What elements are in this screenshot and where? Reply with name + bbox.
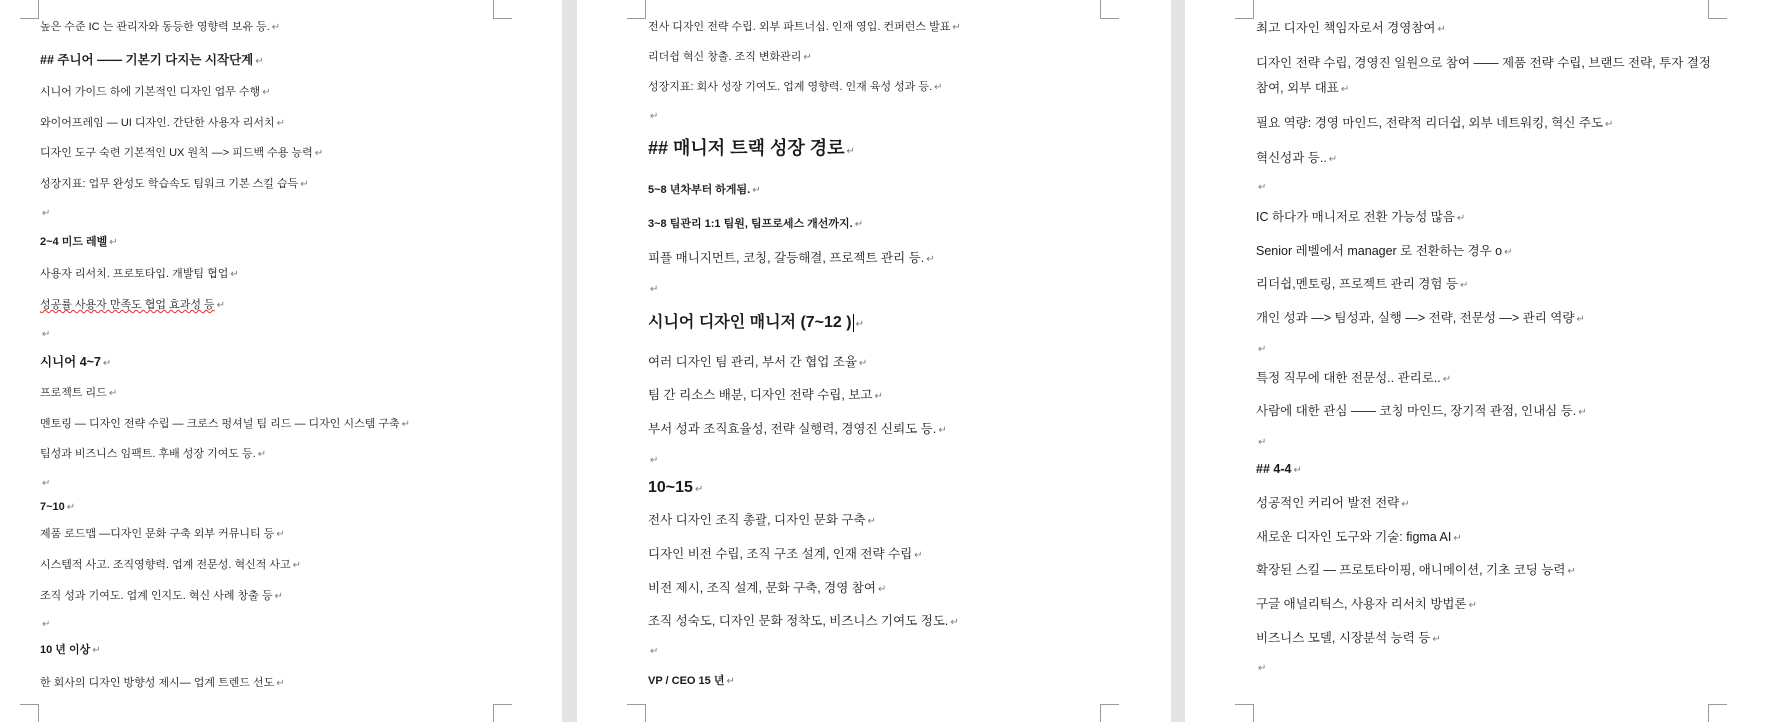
paragraph[interactable]: 리더쉽,멘토링, 프로젝트 관리 경험 등 ↵ [1256,277,1469,291]
crop-mark [493,0,512,19]
paragraph[interactable]: 팀 간 리소스 배분, 디자인 전략 수립, 보고 ↵ [648,388,883,402]
crop-mark [1100,704,1119,722]
paragraph[interactable]: 리더쉽 혁신 창출. 조직 변화관리 ↵ [648,51,812,63]
paragraph[interactable]: 혁신성과 등.. ↵ [1256,151,1338,165]
crop-mark [20,704,39,722]
paragraph[interactable]: 멘토링 — 디자인 전략 수립 — 크로스 펑셔널 팀 리드 — 디자인 시스템 구축 ↵ [40,418,411,430]
paragraph[interactable]: 비전 제시, 조직 설계, 문화 구축, 경영 참여 ↵ [648,581,887,595]
paragraph[interactable]: 개인 성과 —> 팀성과, 실행 —> 전략, 전문성 —> 관리 역량 ↵ [1256,311,1585,325]
text-cursor [853,314,854,332]
empty-paragraph[interactable]: ↵ [42,208,51,219]
heading[interactable]: 시니어 디자인 매니저 (7~12 ) ↵ [648,314,864,331]
empty-paragraph[interactable]: ↵ [1258,437,1267,448]
paragraph[interactable]: 제품 로드맵 —디자인 문화 구축 외부 커뮤니티 등 ↵ [40,528,285,540]
subheading[interactable]: 3~8 팀관리 1:1 팀원, 팀프로세스 개선까지. ↵ [648,218,864,230]
empty-paragraph[interactable]: ↵ [1258,182,1267,193]
crop-mark [20,0,39,19]
empty-paragraph[interactable]: ↵ [650,455,659,466]
crop-mark [1708,704,1727,722]
paragraph[interactable]: 전사 디자인 조직 총괄, 디자인 문화 구축 ↵ [648,513,876,527]
paragraph[interactable]: 와이어프레임 — UI 디자인. 간단한 사용자 리서치 ↵ [40,117,286,129]
subheading[interactable]: 7~10 ↵ [40,501,76,513]
paragraph[interactable]: 전사 디자인 전략 수립. 외부 파트너십. 인재 영입. 컨퍼런스 발표 ↵ [648,21,961,33]
paragraph[interactable]: 사용자 리서치. 프로토타입. 개발팀 협업 ↵ [40,268,239,280]
empty-paragraph[interactable]: ↵ [650,111,659,122]
subheading[interactable]: 10~15 ↵ [648,479,704,496]
subheading[interactable]: 2~4 미드 레벨 ↵ [40,236,118,248]
paragraph[interactable]: 비즈니스 모델, 시장분석 능력 등 ↵ [1256,631,1441,645]
paragraph[interactable]: 한 회사의 디자인 방향성 제시— 업계 트렌드 선도 ↵ [40,677,285,689]
heading[interactable]: ## 매니저 트랙 성장 경로 ↵ [648,138,855,158]
heading[interactable]: ## 주니어 —— 기본기 다지는 시작단계 ↵ [40,53,264,67]
paragraph[interactable]: IC 하다가 매니저로 전환 가능성 많음 ↵ [1256,210,1466,224]
paragraph[interactable]: 디자인 도구 숙련 기본적인 UX 원칙 —> 피드백 수용 능력 ↵ [40,147,324,159]
paragraph[interactable]: 조직 성과 기여도. 업계 인지도. 혁신 사례 창출 등 ↵ [40,590,283,602]
paragraph[interactable]: 새로운 디자인 도구와 기술: figma AI ↵ [1256,530,1462,544]
document-page-2 [577,0,1171,722]
crop-mark [1235,704,1254,722]
paragraph[interactable]: 성공률 사용자 만족도 협업 효과성 등 ↵ [40,299,226,311]
paragraph[interactable]: 부서 성과 조직효율성, 전략 실행력, 경영진 신뢰도 등. ↵ [648,422,947,436]
empty-paragraph[interactable]: ↵ [1258,663,1267,674]
crop-mark [1100,0,1119,19]
paragraph[interactable]: 참여, 외부 대표 ↵ [1256,81,1350,95]
empty-paragraph[interactable]: ↵ [650,646,659,657]
subheading[interactable]: 10 년 이상 ↵ [40,644,101,656]
crop-mark [1235,0,1254,19]
document-page-3 [1185,0,1779,722]
paragraph[interactable]: 특정 직무에 대한 전문성.. 관리로.. ↵ [1256,371,1452,385]
subheading[interactable]: 시니어 4~7 ↵ [40,355,112,369]
paragraph[interactable]: 필요 역량: 경영 마인드, 전략적 리더쉽, 외부 네트워킹, 혁신 주도 ↵ [1256,116,1614,130]
crop-mark [627,704,646,722]
paragraph[interactable]: 성장지표: 업무 완성도 학습속도 팀워크 기본 스킬 습득 ↵ [40,178,309,190]
paragraph[interactable]: 높은 수준 IC 는 관리자와 동등한 영향력 보유 등. ↵ [40,21,281,33]
paragraph[interactable]: 구글 애널리틱스, 사용자 리서치 방법론 ↵ [1256,597,1477,611]
paragraph[interactable]: 사람에 대한 관심 —— 코칭 마인드, 장기적 관점, 인내심 등. ↵ [1256,404,1587,418]
subheading[interactable]: 5~8 년차부터 하게됨. ↵ [648,184,761,196]
empty-paragraph[interactable]: ↵ [650,284,659,295]
empty-paragraph[interactable]: ↵ [42,478,51,489]
paragraph[interactable]: 프로젝트 리드 ↵ [40,387,118,399]
paragraph[interactable]: 여러 디자인 팀 관리, 부서 간 협업 조율 ↵ [648,355,868,369]
crop-mark [1708,0,1727,19]
heading[interactable]: ## 4-4 ↵ [1256,462,1302,476]
paragraph[interactable]: 성장지표: 회사 성장 기여도. 업계 영향력. 인재 육성 성과 등. ↵ [648,81,943,93]
empty-paragraph[interactable]: ↵ [42,619,51,630]
subheading[interactable]: VP / CEO 15 년 ↵ [648,675,735,687]
paragraph[interactable]: 디자인 비전 수립, 조직 구조 설계, 인재 전략 수립 ↵ [648,547,923,561]
paragraph[interactable]: 확장된 스킬 — 프로토타이핑, 애니메이션, 기초 코딩 능력 ↵ [1256,563,1576,577]
paragraph[interactable]: 팀성과 비즈니스 임팩트. 후배 성장 기여도 등. ↵ [40,448,267,460]
paragraph[interactable]: 시니어 가이드 하에 기본적인 디자인 업무 수행 ↵ [40,86,271,98]
paragraph[interactable]: 디자인 전략 수립, 경영진 일원으로 참여 —— 제품 전략 수립, 브랜드 전략, 투자 결정 [1256,56,1711,70]
crop-mark [627,0,646,19]
paragraph[interactable]: Senior 레벨에서 manager 로 전환하는 경우 o ↵ [1256,244,1513,258]
paragraph[interactable]: 최고 디자인 책임자로서 경영참여 ↵ [1256,21,1446,35]
crop-mark [493,704,512,722]
document-page-1 [0,0,562,722]
empty-paragraph[interactable]: ↵ [42,329,51,340]
paragraph[interactable]: 시스템적 사고. 조직영향력. 업계 전문성. 혁신적 사고 ↵ [40,559,302,571]
paragraph[interactable]: 성공적인 커리어 발전 전략 ↵ [1256,496,1410,510]
paragraph[interactable]: 조직 성숙도, 디자인 문화 정착도, 비즈니스 기여도 정도. ↵ [648,614,959,628]
empty-paragraph[interactable]: ↵ [1258,344,1267,355]
paragraph[interactable]: 피플 매니지먼트, 코칭, 갈등해결, 프로젝트 관리 등. ↵ [648,251,935,265]
